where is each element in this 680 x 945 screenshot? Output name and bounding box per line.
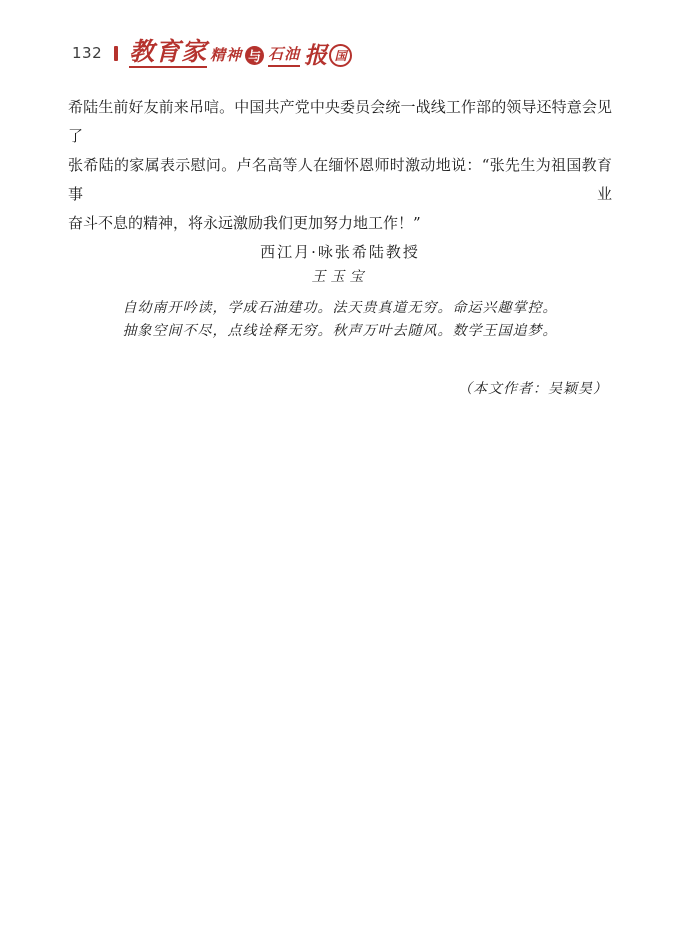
header-divider-bar [114,46,118,61]
page-header [0,0,680,72]
paragraph-line: 张希陆的家属表示慰问。卢名高等人在缅怀恩师时激动地说：“张先生为祖国教育事业 [68,156,612,203]
poem-line: 抽象空间不尽，点线诠释无穷。秋声万叶去随风。数学王国追梦。 [122,323,558,339]
body-paragraph [68,93,612,238]
logo-text-serve: 报 [304,41,328,69]
article-content [0,93,680,399]
logo-country-ring-badge: 国 [329,44,352,67]
poem-body [68,297,612,343]
page-number: 132 [72,44,103,62]
poem-author: 王玉宝 [311,269,369,285]
poem-title: 西江月·咏张希陆教授 [260,243,420,261]
book-title-logo [129,36,352,69]
author-attribution: （本文作者：吴颖昊） [458,381,608,397]
logo-text-educator: 教育家 [129,36,208,66]
logo-text-petroleum: 石油 [268,44,300,67]
poem-line: 自幼南开吟读，学成石油建功。法天贵真道无穷。命运兴趣掌控。 [122,300,558,316]
paragraph-line: 奋斗不息的精神，将永远激励我们更加努力地工作！” [68,214,421,232]
logo-text-spirit: 精神 [210,45,243,64]
paragraph-line: 希陆生前好友前来吊唁。中国共产党中央委员会统一战线工作部的领导还特意会见了 [68,98,612,145]
logo-and-circle-badge: 与 [245,46,264,65]
